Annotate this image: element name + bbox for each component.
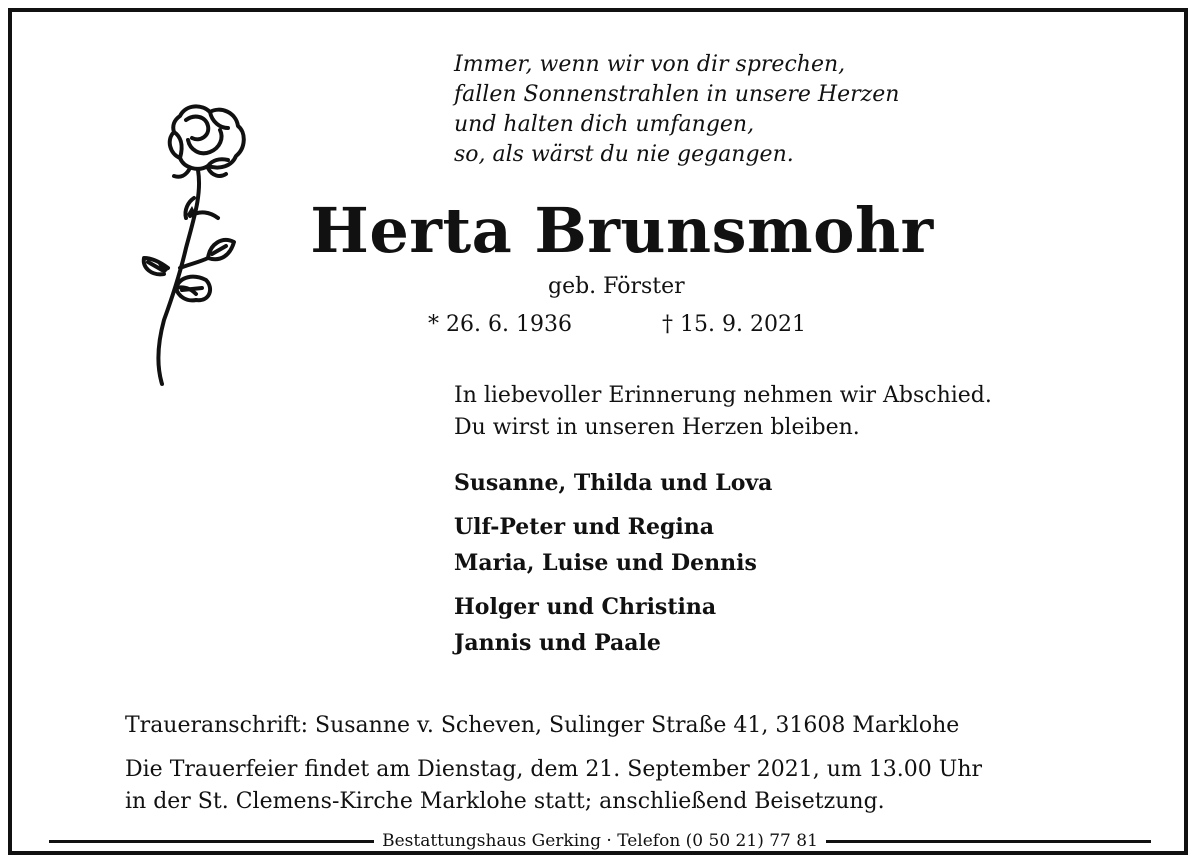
- funeral-line: in der St. Clemens-Kirche Marklohe statt; anschließend Beisetzung.: [125, 789, 885, 814]
- funeral-home-contact: Bestattungshaus Gerking · Telefon (0 50 21) 77 81: [382, 831, 818, 851]
- mourner-group: [454, 465, 772, 501]
- poem-line: fallen Sonnenstrahlen in unsere Herzen: [454, 82, 900, 107]
- birth-date: * 26. 6. 1936: [428, 312, 572, 337]
- mourner-name: Jannis und Paale: [454, 630, 661, 656]
- poem-line: und halten dich umfangen,: [454, 112, 755, 137]
- remembrance-text: [454, 380, 992, 444]
- funeral-line: Die Trauerfeier findet am Dienstag, dem 21. September 2021, um 13.00 Uhr: [125, 757, 983, 782]
- footer-rule-right: [826, 840, 1151, 843]
- mourner-name: Holger und Christina: [454, 594, 717, 620]
- funeral-home-footer: [0, 828, 1200, 854]
- mourners-list: [454, 465, 772, 669]
- maiden-name: geb. Förster: [548, 274, 685, 299]
- poem: [454, 50, 899, 170]
- footer-rule-left: [49, 840, 374, 843]
- poem-line: Immer, wenn wir von dir sprechen,: [454, 52, 846, 77]
- remembrance-line: Du wirst in unseren Herzen bleiben.: [454, 415, 860, 440]
- funeral-info: [125, 754, 982, 818]
- mourner-group: [454, 589, 772, 661]
- remembrance-line: In liebevoller Erinnerung nehmen wir Abschied.: [454, 383, 992, 408]
- poem-line: so, als wärst du nie gegangen.: [454, 142, 794, 167]
- mourning-address: Traueranschrift: Susanne v. Scheven, Sulinger Straße 41, 31608 Marklohe: [125, 713, 960, 738]
- death-date: † 15. 9. 2021: [662, 312, 806, 337]
- mourner-group: [454, 509, 772, 581]
- mourner-name: Maria, Luise und Dennis: [454, 550, 757, 576]
- deceased-name: Herta Brunsmohr: [310, 194, 934, 267]
- mourner-name: Ulf-Peter und Regina: [454, 514, 715, 540]
- mourner-name: Susanne, Thilda und Lova: [454, 470, 773, 496]
